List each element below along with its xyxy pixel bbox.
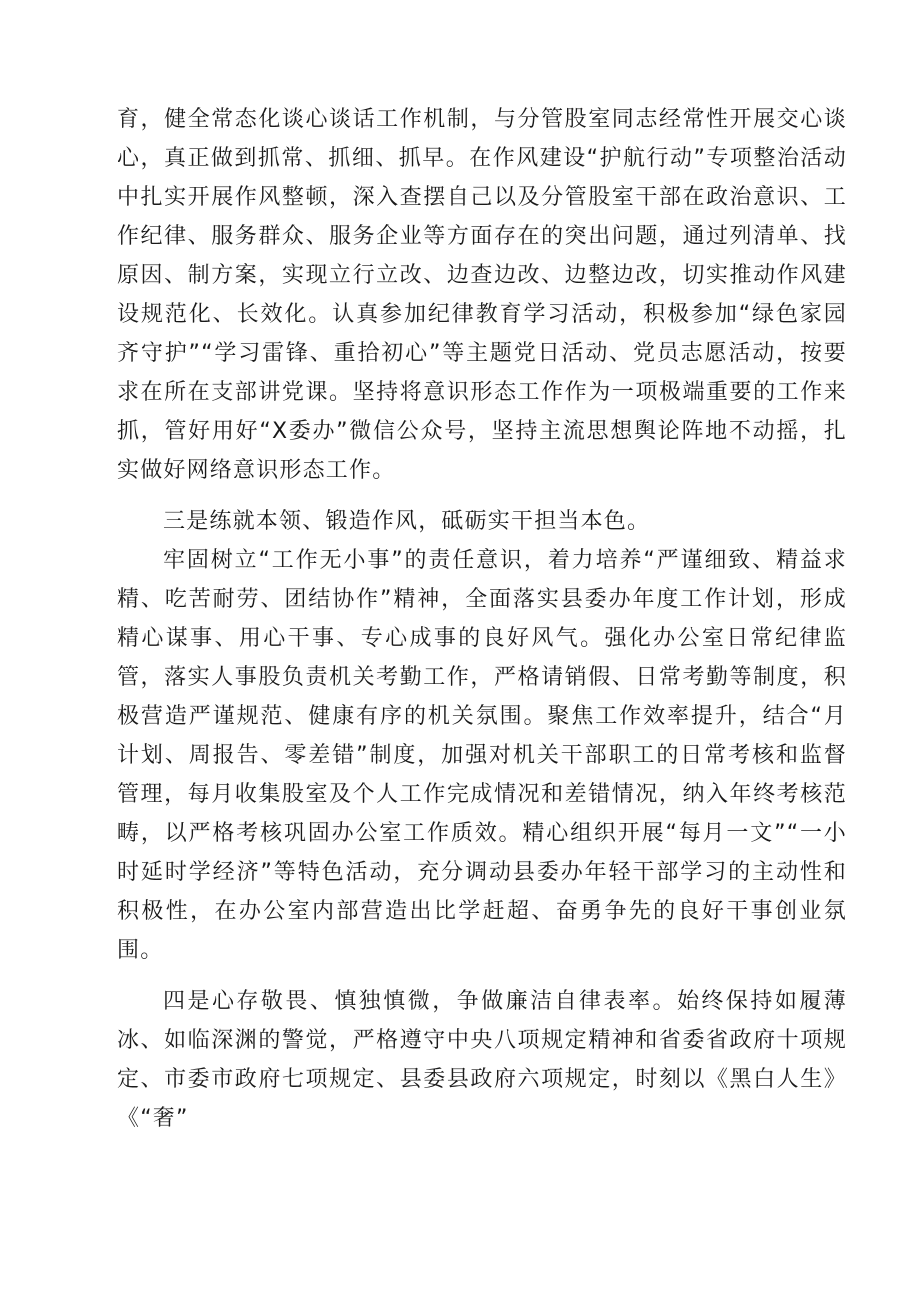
paragraph-2-heading: 三是练就本领、锻造作风，砥砺实干担当本色。 bbox=[163, 509, 651, 534]
document-body bbox=[117, 100, 847, 1138]
paragraph-1: 育，健全常态化谈心谈话工作机制，与分管股室同志经常性开展交心谈心，真正做到抓常、抓细、抓早。在作风建设“护航行动”专项整治活动中扎实开展作风整顿，深入查摆自己以及分管股室干部在政治意识、工作纪律、服务群众、服务企业等方面存在的突出问题，通过列清单、找原因、制方案，实现立行立改、边查边改、边整边改，切实推动作风建设规范化、长效化。认真参加纪律教育学习活动，积极参加“绿色家园齐守护”“学习雷锋、重拾初心”等主题党日活动、党员志愿活动，按要求在所在支部讲党课。坚持将意识形态工作作为一项极端重要的工作来抓，管好用好“X委办”微信公众号，坚持主流思想舆论阵地不动摇，扎实做好网络意识形态工作。 bbox=[117, 107, 847, 483]
paragraph-3: 牢固树立“工作无小事”的责任意识，着力培养“严谨细致、精益求精、吃苦耐劳、团结协作”精神，全面落实县委办年度工作计划，形成精心谋事、用心干事、专心成事的良好风气。强化办公室日常纪律监管，落实人事股负责机关考勤工作，严格请销假、日常考勤等制度，积极营造严谨规范、健康有序的机关氛围。聚焦工作效率提升，结合“月计划、周报告、零差错”制度，加强对机关干部职工的日常考核和监督管理，每月收集股室及个人工作完成情况和差错情况，纳入年终考核范畴，以严格考核巩固办公室工作质效。精心组织开展“每月一文”“一小时延时学经济”等特色活动，充分调动县委办年轻干部学习的主动性和积极性，在办公室内部营造出比学赶超、奋勇争先的良好干事创业氛围。 bbox=[117, 548, 847, 963]
paragraph-4: 四是心存敬畏、慎独慎微，争做廉洁自律表率。始终保持如履薄冰、如临深渊的警觉，严格遵守中央八项规定精神和省委省政府十项规定、市委市政府七项规定、县委县政府六项规定，时刻以《黑白人生》《“奢” bbox=[117, 989, 847, 1131]
